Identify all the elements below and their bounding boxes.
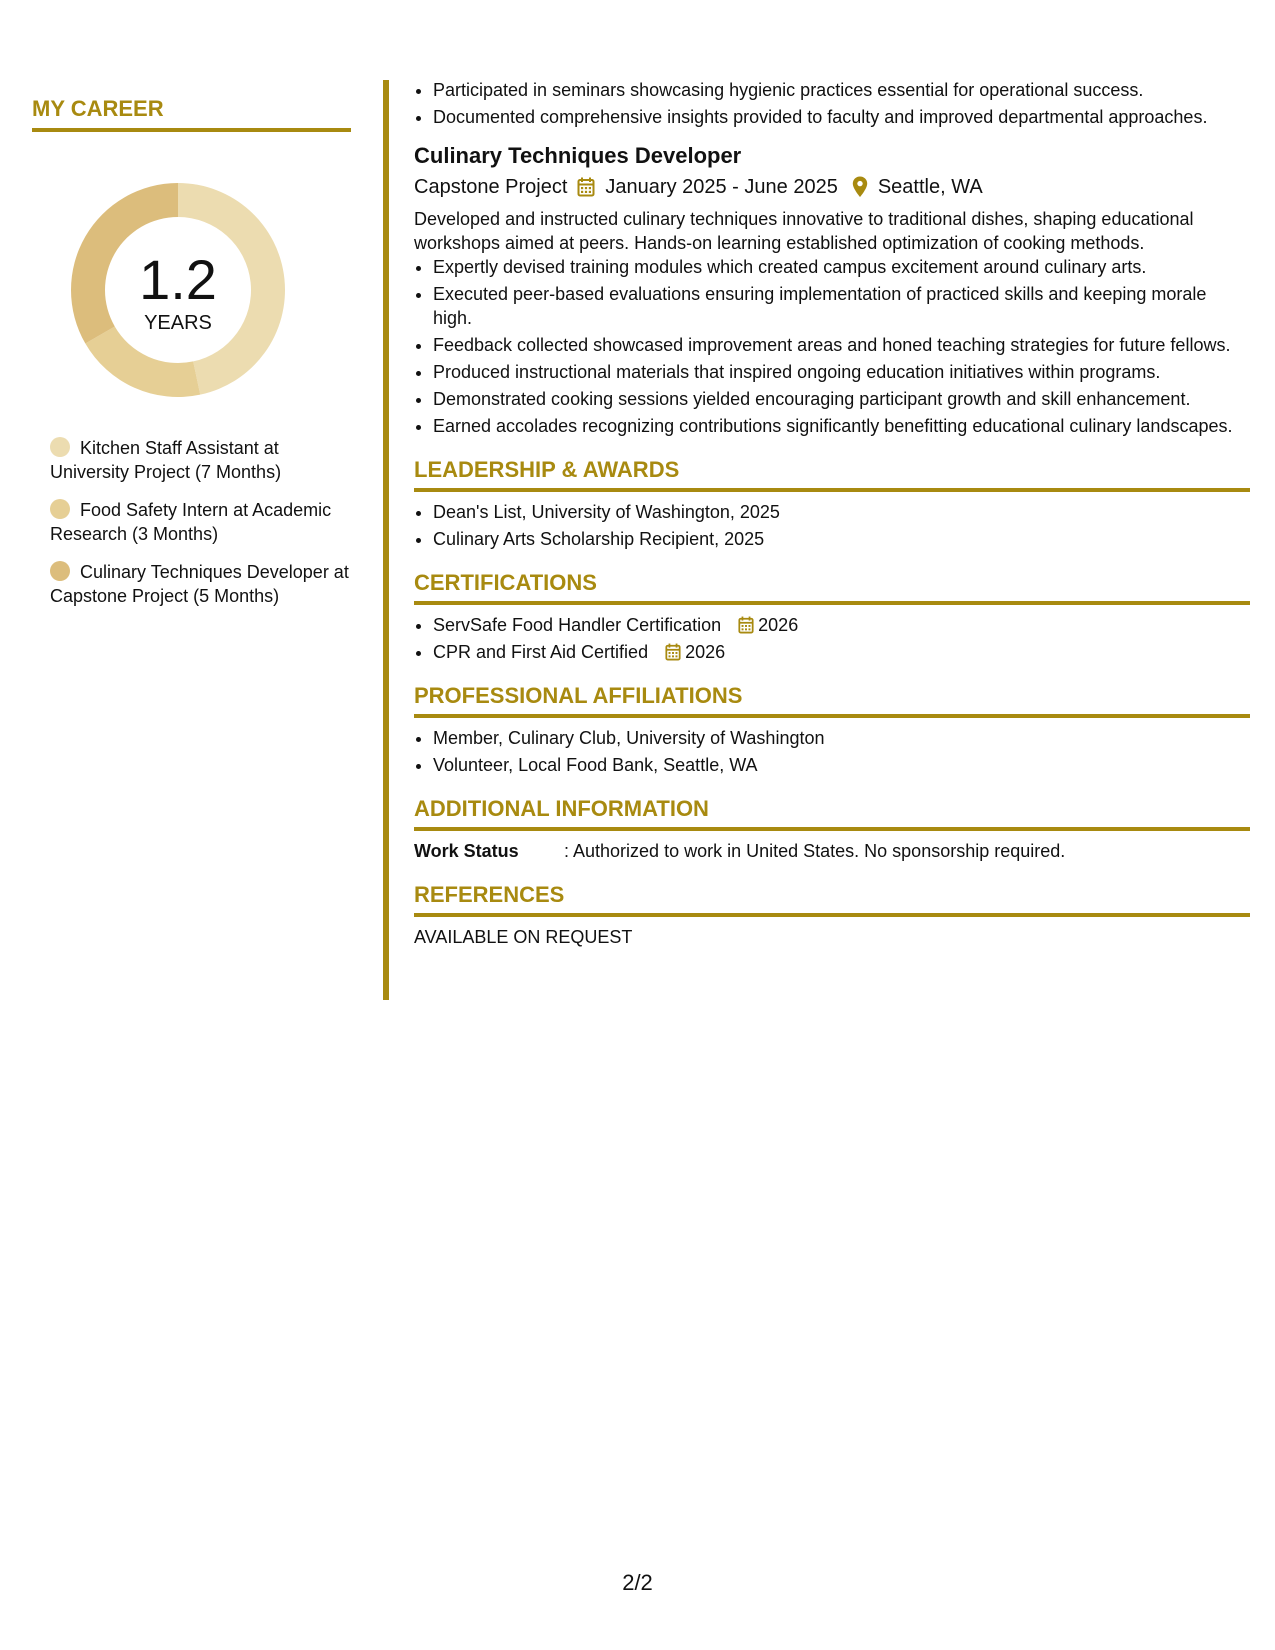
job-org: Capstone Project bbox=[414, 176, 568, 198]
job-description: Developed and instructed culinary techniques innovative to traditional dishes, shaping educational workshops aimed at peers. Hands-on learning established optimization of cooking methods. bbox=[414, 209, 1194, 253]
calendar-icon bbox=[665, 643, 681, 661]
legend-item bbox=[50, 560, 350, 608]
calendar-icon bbox=[577, 177, 595, 197]
legend-dot bbox=[50, 437, 70, 457]
career-total-unit: YEARS bbox=[144, 312, 212, 334]
additional-info-title: ADDITIONAL INFORMATION bbox=[414, 795, 1250, 831]
legend-label: Kitchen Staff Assistant at University Project (7 Months) bbox=[50, 438, 282, 482]
list-item: • Executed peer-based evaluations ensuring implementation of practiced skills and keeping morale high. bbox=[433, 282, 1250, 330]
list-item: • Demonstrated cooking sessions yielded encouraging participant growth and skill enhancement. bbox=[433, 387, 1250, 411]
previous-job-bullets bbox=[414, 78, 1250, 129]
list-item: • Earned accolades recognizing contributions significantly benefitting educational culinary landscapes. bbox=[433, 414, 1250, 438]
career-legend bbox=[50, 436, 350, 622]
list-item: • Participated in seminars showcasing hygienic practices essential for operational success. bbox=[433, 78, 1250, 102]
certification-name: CPR and First Aid Certified bbox=[433, 642, 649, 662]
affiliations-title: PROFESSIONAL AFFILIATIONS bbox=[414, 682, 1250, 718]
legend-item bbox=[50, 498, 350, 546]
affiliations-list bbox=[414, 726, 1250, 777]
legend-label: Food Safety Intern at Academic Research (3 Months) bbox=[50, 500, 332, 544]
legend-dot bbox=[50, 561, 70, 581]
awards-list bbox=[414, 500, 1250, 551]
location-pin-icon bbox=[852, 176, 868, 198]
job-title: Culinary Techniques Developer bbox=[414, 143, 742, 168]
list-item: • Produced instructional materials that inspired ongoing education initiatives within programs. bbox=[433, 360, 1250, 384]
list-item: • Documented comprehensive insights provided to faculty and improved departmental approaches. bbox=[433, 105, 1250, 129]
list-item bbox=[433, 613, 1250, 637]
list-item: • Expertly devised training modules which created campus excitement around culinary arts. bbox=[433, 255, 1250, 279]
references-text: AVAILABLE ON REQUEST bbox=[414, 927, 633, 947]
list-item: • Culinary Arts Scholarship Recipient, 2025 bbox=[433, 527, 1250, 551]
career-total-value: 1.2 bbox=[139, 248, 217, 311]
job-dates: January 2025 - June 2025 bbox=[605, 176, 838, 198]
job-location: Seattle, WA bbox=[877, 176, 983, 198]
list-item: • Member, Culinary Club, University of Washington bbox=[433, 726, 1250, 750]
calendar-icon bbox=[738, 616, 754, 634]
awards-title: LEADERSHIP & AWARDS bbox=[414, 456, 1250, 492]
certification-year: 2026 bbox=[685, 642, 726, 662]
legend-dot bbox=[50, 499, 70, 519]
main-content bbox=[414, 78, 1250, 949]
page-number: 2/2 bbox=[622, 1570, 653, 1595]
references-title: REFERENCES bbox=[414, 881, 1250, 917]
work-status-value: : Authorized to work in United States. No sponsorship required. bbox=[564, 841, 1066, 861]
list-item bbox=[433, 640, 1250, 664]
certifications-title: CERTIFICATIONS bbox=[414, 569, 1250, 605]
donut-center bbox=[65, 177, 291, 403]
legend-label: Culinary Techniques Developer at Capstone Project (5 Months) bbox=[50, 562, 349, 606]
certification-year: 2026 bbox=[758, 615, 799, 635]
job-meta bbox=[414, 171, 1250, 203]
job-bullets bbox=[414, 255, 1250, 438]
list-item: • Dean's List, University of Washington, 2025 bbox=[433, 500, 1250, 524]
legend-item bbox=[50, 436, 350, 484]
list-item: • Feedback collected showcased improvement areas and honed teaching strategies for future fellows. bbox=[433, 333, 1250, 357]
certifications-list bbox=[414, 613, 1250, 664]
certification-name: ServSafe Food Handler Certification bbox=[433, 615, 722, 635]
work-status-label: Work Status bbox=[414, 841, 519, 861]
work-status-row bbox=[414, 839, 1250, 863]
career-title: MY CAREER bbox=[32, 96, 351, 132]
list-item: • Volunteer, Local Food Bank, Seattle, WA bbox=[433, 753, 1250, 777]
career-sidebar bbox=[32, 96, 351, 606]
column-divider bbox=[383, 80, 389, 1000]
